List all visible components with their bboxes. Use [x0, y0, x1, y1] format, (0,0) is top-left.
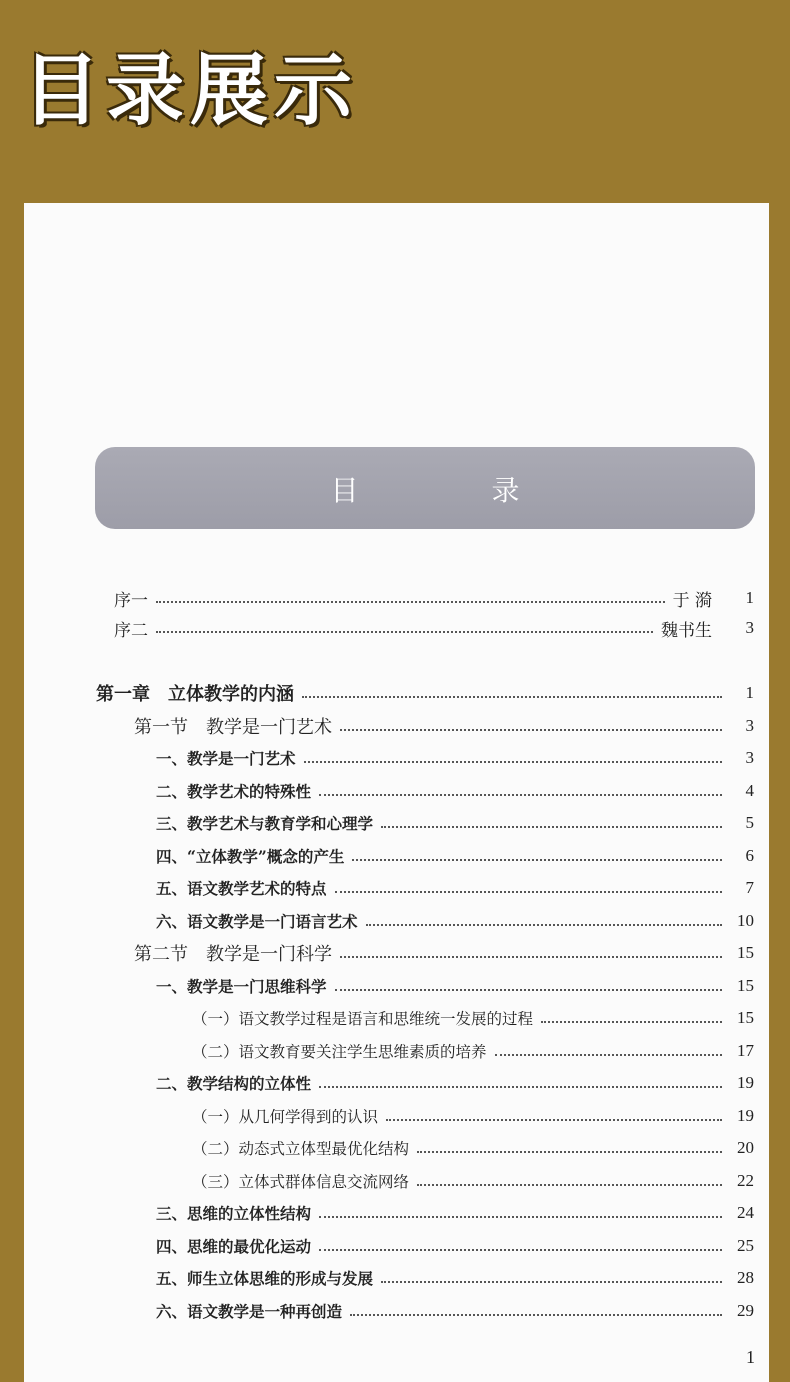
dot-leader — [386, 1119, 722, 1121]
toc-page-number: 3 — [745, 716, 754, 735]
toc-page-number: 22 — [737, 1171, 754, 1190]
toc-label: 一、教学是一门艺术 — [156, 749, 296, 768]
toc-entry-sub — [24, 1036, 769, 1066]
toc-entry-item — [24, 743, 769, 773]
page-number: 1 — [746, 1347, 755, 1367]
toc-label: 三、教学艺术与教育学和心理学 — [156, 814, 374, 833]
book-page — [24, 203, 769, 1382]
toc-heading: 目 录 — [330, 474, 582, 507]
dot-leader — [352, 859, 722, 861]
toc-label: 三、思维的立体性结构 — [156, 1204, 312, 1223]
toc-label: （三）立体式群体信息交流网络 — [192, 1173, 410, 1191]
dot-leader — [319, 1216, 722, 1218]
dot-leader — [381, 826, 722, 828]
toc-label: 第一章 立体教学的内涵 — [96, 684, 294, 705]
toc-author: 魏书生 — [661, 620, 712, 641]
toc-label: 第一节 教学是一门艺术 — [134, 717, 332, 738]
toc-label: 四、思维的最优化运动 — [156, 1237, 312, 1256]
toc-label: 六、语文教学是一种再创造 — [156, 1302, 343, 1321]
toc-entry-item — [24, 841, 769, 871]
toc-label: 二、教学结构的立体性 — [156, 1074, 312, 1093]
toc-preface-row — [24, 613, 769, 643]
toc-entry-item — [24, 1231, 769, 1261]
toc-entry-sec — [24, 938, 769, 968]
dot-leader — [340, 956, 722, 958]
toc-page-number: 3 — [745, 618, 754, 637]
dot-leader — [417, 1184, 722, 1186]
dot-leader — [319, 1249, 722, 1251]
toc-entry-item — [24, 906, 769, 936]
toc-page-number: 7 — [745, 878, 754, 897]
toc-label: 五、语文教学艺术的特点 — [156, 879, 327, 898]
toc-label: （二）语文教育要关注学生思维素质的培养 — [192, 1043, 487, 1061]
toc-label: 二、教学艺术的特殊性 — [156, 782, 312, 801]
toc-page-number: 4 — [745, 781, 754, 800]
dot-leader — [417, 1151, 722, 1153]
toc-entry-item — [24, 1296, 769, 1326]
toc-page-number: 19 — [737, 1106, 754, 1125]
dot-leader — [495, 1054, 722, 1056]
toc-entry-sub — [24, 1166, 769, 1196]
toc-page-number: 10 — [737, 911, 754, 930]
toc-author: 于 漪 — [672, 590, 712, 611]
toc-page-number: 29 — [737, 1301, 754, 1320]
toc-entry-item — [24, 971, 769, 1001]
toc-entry-sub — [24, 1003, 769, 1033]
toc-page-number: 15 — [737, 1008, 754, 1027]
toc-page-number: 3 — [745, 748, 754, 767]
toc-page-number: 1 — [745, 588, 754, 607]
toc-label: 序一 — [114, 590, 148, 611]
dot-leader — [156, 631, 653, 633]
toc-page-number: 28 — [737, 1268, 754, 1287]
dot-leader — [302, 696, 722, 698]
toc-label: 四、“立体教学”概念的产生 — [156, 847, 345, 866]
dot-leader — [304, 761, 722, 763]
toc-page-number: 15 — [737, 943, 754, 962]
toc-entry-sub — [24, 1133, 769, 1163]
toc-page-number: 1 — [745, 683, 754, 702]
toc-header-bar — [95, 447, 755, 529]
toc-entry-item — [24, 873, 769, 903]
dot-leader — [350, 1314, 722, 1316]
toc-label: 序二 — [114, 620, 148, 641]
toc-entry-item — [24, 1198, 769, 1228]
toc-page-number: 15 — [737, 976, 754, 995]
dot-leader — [366, 924, 722, 926]
toc-entry-sec — [24, 711, 769, 741]
dot-leader — [156, 601, 665, 603]
dot-leader — [319, 794, 722, 796]
toc-label: （一）语文教学过程是语言和思维统一发展的过程 — [192, 1010, 534, 1028]
toc-page-number: 20 — [737, 1138, 754, 1157]
toc-page-number: 17 — [737, 1041, 754, 1060]
toc-entry-item — [24, 808, 769, 838]
toc-page-number: 5 — [745, 813, 754, 832]
dot-leader — [381, 1281, 722, 1283]
toc-entry-item — [24, 1068, 769, 1098]
toc-page-number: 24 — [737, 1203, 754, 1222]
dot-leader — [335, 891, 722, 893]
toc-entry-item — [24, 1263, 769, 1293]
toc-label: 一、教学是一门思维科学 — [156, 977, 327, 996]
dot-leader — [335, 989, 722, 991]
toc-entry-item — [24, 776, 769, 806]
dot-leader — [541, 1021, 722, 1023]
dot-leader — [340, 729, 722, 731]
toc-page-number: 19 — [737, 1073, 754, 1092]
toc-entry-sub — [24, 1101, 769, 1131]
toc-page-number: 6 — [745, 846, 754, 865]
toc-label: 五、师生立体思维的形成与发展 — [156, 1269, 374, 1288]
toc-label: （二）动态式立体型最优化结构 — [192, 1140, 410, 1158]
toc-entry-ch — [24, 678, 769, 708]
toc-label: 六、语文教学是一门语言艺术 — [156, 912, 358, 931]
toc-label: 第二节 教学是一门科学 — [134, 944, 332, 965]
banner-title: 目录展示 — [22, 46, 359, 136]
toc-label: （一）从几何学得到的认识 — [192, 1108, 379, 1126]
toc-page-number: 25 — [737, 1236, 754, 1255]
toc-preface-row — [24, 583, 769, 613]
dot-leader — [319, 1086, 722, 1088]
